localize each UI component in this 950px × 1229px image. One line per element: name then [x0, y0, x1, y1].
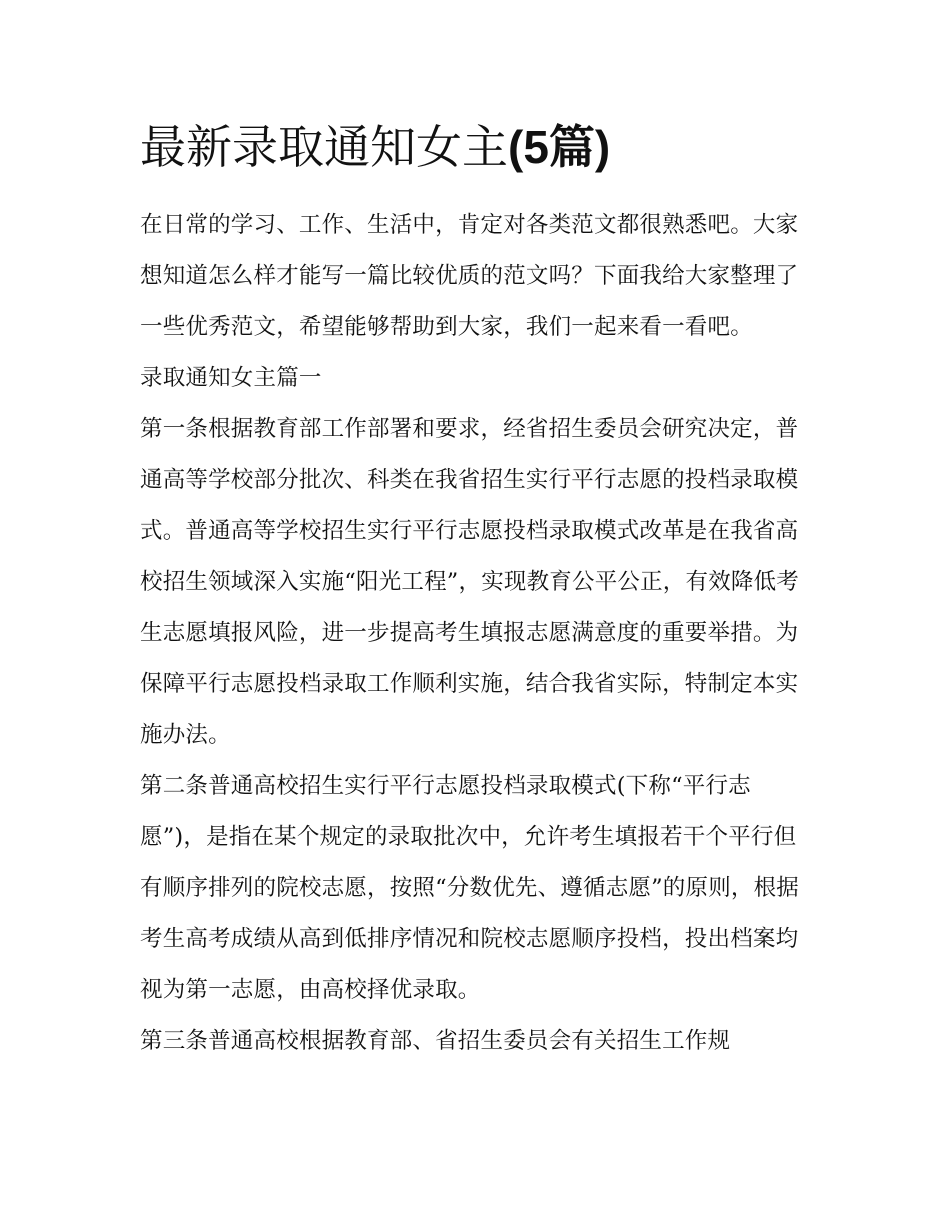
title-main: 最新录取通知女主 — [140, 120, 508, 174]
article-1-paragraph: 第一条根据教育部工作部署和要求，经省招生委员会研究决定，普通高等学校部分批次、科类在我省招生实行平行志愿的投档录取模式。普通高等学校招生实行平行志愿投档录取模式改革是在我省高校招生领域深入实施“阳光工程”，实现教育公平公正，有效降低考生志愿填报风险，进一步提高考生填报志愿满意度的重要举措。为保障平行志愿投档录取工作顺利实施，结合我省实际，特制定本实施办法。 — [140, 416, 800, 748]
document-body — [140, 112, 815, 1067]
intro-paragraph: 在日常的学习、工作、生活中，肯定对各类范文都很熟悉吧。大家想知道怎么样才能写一篇比较优质的范文吗？下面我给大家整理了一些优秀范文，希望能够帮助到大家，我们一起来看一看吧。 — [140, 212, 799, 340]
title-suffix: (5篇) — [508, 121, 611, 173]
section-heading: 录取通知女主篇一 — [140, 365, 322, 391]
article-2-paragraph: 第二条普通高校招生实行平行志愿投档录取模式(下称“平行志愿”)，是指在某个规定的录取批次中，允许考生填报若干个平行但有顺序排列的院校志愿，按照“分数优先、遵循志愿”的原则，根据考生高考成绩从高到低排序情况和院校志愿顺序投档，投出档案均视为第一志愿，由高校择优录取。 — [140, 773, 800, 1003]
document-title — [140, 112, 815, 182]
article-3-paragraph: 第三条普通高校根据教育部、省招生委员会有关招生工作规 — [140, 1028, 731, 1054]
